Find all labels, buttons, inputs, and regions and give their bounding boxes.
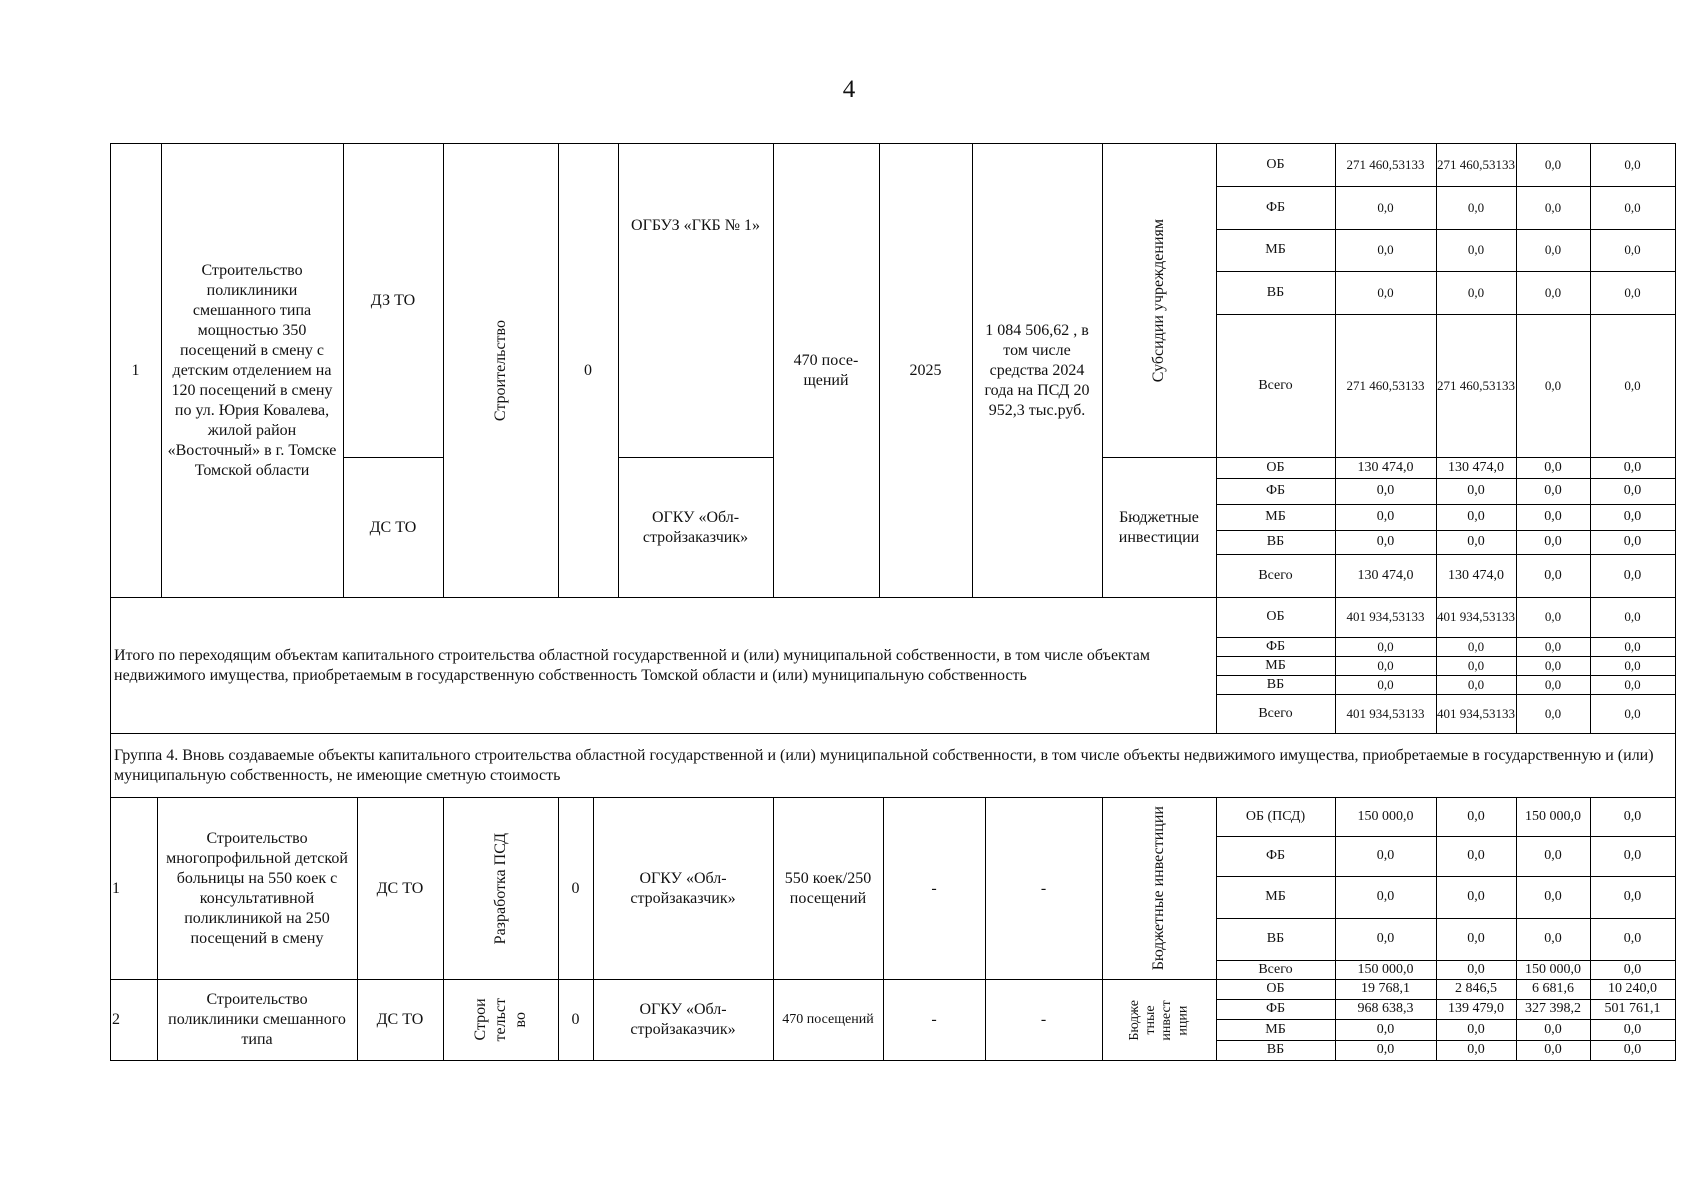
year-cell: - xyxy=(931,1011,937,1028)
fin-value: 0,0 xyxy=(1544,377,1562,393)
table-rule-v xyxy=(879,143,880,598)
fin-value: 0,0 xyxy=(1624,199,1641,215)
fin-value: 501 761,1 xyxy=(1604,1001,1661,1017)
fin-value: 271 460,53133 xyxy=(1437,156,1515,172)
fin-value: 0,0 xyxy=(1376,509,1395,525)
fin-value: 10 240,0 xyxy=(1608,981,1657,997)
zero-cell: 0 xyxy=(571,1011,580,1028)
fin-value: 0,0 xyxy=(1544,156,1562,172)
page-number: 4 xyxy=(842,76,856,103)
fin-value: 0,0 xyxy=(1544,609,1562,625)
fin-value: 271 460,53133 xyxy=(1437,377,1515,393)
table-rule-v xyxy=(883,797,884,1061)
fin-value: 0,0 xyxy=(1623,961,1642,977)
fin-value: 0,0 xyxy=(1467,889,1485,905)
fin-source-label: Всего xyxy=(1258,377,1293,393)
fin-value: 0,0 xyxy=(1544,509,1562,525)
fin-value: 0,0 xyxy=(1467,483,1485,499)
table-rule-v xyxy=(773,143,774,598)
fin-value: 0,0 xyxy=(1623,931,1642,947)
row-number: 1 xyxy=(112,879,120,897)
work-type-cell-text: Разработка ПСД xyxy=(491,832,509,945)
table-rule-v xyxy=(593,797,594,1061)
executor-cell: ОГКУ «Обл-стройзаказчик» xyxy=(630,869,736,907)
fin-value: 0,0 xyxy=(1467,242,1485,258)
financing-form-cell-text: Бюдже тные инвест иции xyxy=(1126,999,1191,1041)
capacity-cell: 470 посе-щений xyxy=(793,351,859,389)
fin-value: 401 934,53133 xyxy=(1437,609,1515,625)
fin-value: 0,0 xyxy=(1467,931,1485,947)
work-type-cell xyxy=(446,144,555,597)
fin-source-label: ФБ xyxy=(1265,848,1286,864)
fin-source-label: МБ xyxy=(1265,657,1286,673)
capacity-cell: 550 коек/250 посещений xyxy=(784,869,872,907)
fin-source-label: МБ xyxy=(1265,889,1286,905)
cost-cell: 1 084 506,62 , в том числе средства 2024 года на ПСД 20 952,3 тыс.руб. xyxy=(984,321,1090,419)
fin-value: 0,0 xyxy=(1623,459,1642,475)
row-number: 1 xyxy=(131,361,140,379)
fin-value: 0,0 xyxy=(1544,459,1562,475)
fin-value: 0,0 xyxy=(1544,1042,1562,1058)
fin-source-label: Всего xyxy=(1258,705,1293,721)
fin-value: 0,0 xyxy=(1624,657,1641,673)
fin-value: 130 474,0 xyxy=(1448,459,1504,475)
financing-form-cell xyxy=(1105,144,1213,457)
fin-value: 130 474,0 xyxy=(1357,459,1414,475)
fin-source-label: ВБ xyxy=(1266,676,1285,692)
fin-value: 0,0 xyxy=(1623,808,1642,824)
fin-value: 0,0 xyxy=(1624,377,1641,393)
fin-source-label: МБ xyxy=(1265,509,1286,525)
zero-cell: 0 xyxy=(584,361,592,379)
fin-value: 0,0 xyxy=(1467,808,1485,824)
fin-value: 0,0 xyxy=(1544,848,1562,864)
fin-source-label: МБ xyxy=(1265,1021,1286,1037)
fin-value: 139 479,0 xyxy=(1448,1001,1504,1017)
fin-value: 0,0 xyxy=(1624,156,1641,172)
customer-cell: ДС ТО xyxy=(369,518,417,536)
fin-value: 401 934,53133 xyxy=(1437,705,1515,721)
year-cell: 2025 xyxy=(909,361,942,379)
table-rule-v xyxy=(110,597,111,734)
fin-value: 0,0 xyxy=(1623,567,1642,583)
fin-source-label: ВБ xyxy=(1266,534,1285,550)
fin-value: 0,0 xyxy=(1467,509,1485,525)
work-type-cell xyxy=(446,980,555,1060)
fin-source-label: ВБ xyxy=(1266,931,1285,947)
fin-source-label: ВБ xyxy=(1266,1042,1285,1058)
fin-value: 968 638,3 xyxy=(1357,1001,1414,1017)
fin-value: 271 460,53133 xyxy=(1346,156,1425,172)
executor-cell: ОГКУ «Обл-стройзаказчик» xyxy=(630,1001,736,1038)
fin-value: 0,0 xyxy=(1376,931,1395,947)
table-rule-v xyxy=(357,797,358,1061)
cost-cell: - xyxy=(1040,879,1047,897)
table-rule-v xyxy=(972,143,973,598)
row-number: 2 xyxy=(112,1011,120,1028)
fin-value: 0,0 xyxy=(1623,509,1642,525)
table-rule-v xyxy=(558,143,559,598)
group-heading: Группа 4. Вновь создаваемые объекты капитального строительства областной государственной и (или) муниципальной собственности, в том числе объекты недвижимого имущества, приобретаемые в государственную и (или) муниципальную собственность, не имеющие сметную стоимость xyxy=(114,746,1654,784)
fin-source-label: МБ xyxy=(1265,242,1286,258)
fin-value: 0,0 xyxy=(1544,483,1562,499)
fin-value: 0,0 xyxy=(1376,483,1395,499)
fin-value: 0,0 xyxy=(1467,676,1485,692)
fin-value: 0,0 xyxy=(1467,1042,1485,1058)
fin-value: 271 460,53133 xyxy=(1346,377,1425,393)
fin-value: 6 681,6 xyxy=(1532,981,1574,997)
object-name: Строительство многопрофильной детской больницы на 550 коек с консультативной поликлиникой на 250 посещений в смену xyxy=(166,829,348,947)
customer-cell: ДС ТО xyxy=(376,1011,424,1028)
fin-source-label: ОБ (ПСД) xyxy=(1245,808,1306,824)
fin-value: 0,0 xyxy=(1377,676,1394,692)
fin-source-label: ФБ xyxy=(1265,1001,1286,1017)
fin-value: 0,0 xyxy=(1467,199,1485,215)
fin-source-label: ОБ xyxy=(1266,981,1285,997)
fin-value: 0,0 xyxy=(1624,284,1641,300)
fin-value: 150 000,0 xyxy=(1357,961,1414,977)
financing-form-cell xyxy=(1105,980,1213,1060)
fin-source-label: ФБ xyxy=(1265,638,1286,654)
fin-value: 150 000,0 xyxy=(1525,961,1581,977)
fin-source-label: ОБ xyxy=(1266,459,1285,475)
fin-value: 0,0 xyxy=(1624,609,1641,625)
fin-value: 0,0 xyxy=(1623,483,1642,499)
fin-value: 0,0 xyxy=(1467,534,1485,550)
table-rule-v xyxy=(161,143,162,598)
fin-value: 0,0 xyxy=(1544,242,1562,258)
fin-value: 0,0 xyxy=(1377,199,1394,215)
fin-value: 0,0 xyxy=(1377,284,1394,300)
fin-source-label: Всего xyxy=(1258,961,1293,977)
fin-value: 0,0 xyxy=(1544,705,1562,721)
fin-value: 0,0 xyxy=(1624,676,1641,692)
fin-value: 0,0 xyxy=(1377,638,1394,654)
work-type-cell-text: Строи тельст во xyxy=(471,998,529,1042)
customer-cell: ДС ТО xyxy=(376,879,424,897)
fin-value: 0,0 xyxy=(1544,534,1562,550)
fin-value: 0,0 xyxy=(1544,657,1562,673)
fin-value: 401 934,53133 xyxy=(1346,609,1425,625)
fin-value: 0,0 xyxy=(1544,284,1562,300)
fin-value: 0,0 xyxy=(1376,1021,1395,1037)
fin-value: 0,0 xyxy=(1467,638,1485,654)
fin-source-label: ФБ xyxy=(1265,483,1286,499)
fin-value: 0,0 xyxy=(1376,889,1395,905)
total-label: Итого по переходящим объектам капитального строительства областной государственной и (или) муниципальной собственности, в том числе объектам недвижимого имущества, приобретаемым в государственную собственность Томской области и (или) муниципальную собственность xyxy=(114,646,1151,684)
fin-value: 150 000,0 xyxy=(1525,808,1581,824)
table-rule-v xyxy=(773,797,774,1061)
fin-value: 0,0 xyxy=(1544,889,1562,905)
capacity-cell: 470 посещений xyxy=(782,1011,874,1027)
customer-cell: ДЗ ТО xyxy=(370,291,416,309)
fin-value: 0,0 xyxy=(1376,1042,1395,1058)
fin-value: 0,0 xyxy=(1624,242,1641,258)
cost-cell: - xyxy=(1040,1011,1047,1028)
table-rule-v xyxy=(157,797,158,1061)
year-cell: - xyxy=(931,879,937,897)
fin-value: 2 846,5 xyxy=(1455,981,1497,997)
table-rule-v xyxy=(110,797,111,1061)
fin-value: 0,0 xyxy=(1376,534,1395,550)
work-type-cell-text: Строительство xyxy=(491,319,509,422)
fin-source-label: Всего xyxy=(1258,567,1293,583)
executor-cell: ОГБУЗ «ГКБ № 1» xyxy=(631,216,760,234)
fin-value: 0,0 xyxy=(1467,848,1485,864)
fin-value: 327 398,2 xyxy=(1525,1001,1581,1017)
table-rule-h xyxy=(110,1060,1676,1061)
table-rule-v xyxy=(558,797,559,1061)
table-rule-v xyxy=(618,143,619,598)
fin-source-label: ОБ xyxy=(1266,156,1285,172)
fin-value: 0,0 xyxy=(1623,1042,1642,1058)
fin-value: 0,0 xyxy=(1467,657,1485,673)
fin-value: 0,0 xyxy=(1467,1021,1485,1037)
fin-value: 0,0 xyxy=(1377,657,1394,673)
table-rule-v xyxy=(343,143,344,598)
fin-value: 0,0 xyxy=(1623,534,1642,550)
financing-form-cell: Бюджетные инвестиции xyxy=(1118,508,1200,546)
table-rule-v xyxy=(985,797,986,1061)
fin-value: 0,0 xyxy=(1624,705,1641,721)
fin-value: 0,0 xyxy=(1467,961,1485,977)
fin-value: 0,0 xyxy=(1544,1021,1562,1037)
fin-value: 0,0 xyxy=(1623,848,1642,864)
fin-source-label: ФБ xyxy=(1265,199,1286,215)
fin-source-label: ОБ xyxy=(1266,609,1285,625)
object-name: Строительство поликлиники смешанного типа xyxy=(168,991,346,1048)
fin-value: 0,0 xyxy=(1623,889,1642,905)
fin-value: 0,0 xyxy=(1544,676,1562,692)
object-name: Строительство поликлиники смешанного типа мощностью 350 посещений в смену с детским отделением на 120 посещений в смену по ул. Юрия Ковалева, жилой район «Восточный» в г. Томске Томской области xyxy=(167,261,337,479)
fin-value: 0,0 xyxy=(1623,1021,1642,1037)
table-rule-v xyxy=(1102,143,1103,598)
financing-form-cell-text: Субсидии учреждениям xyxy=(1150,218,1167,383)
fin-source-label: ВБ xyxy=(1266,284,1285,300)
work-type-cell xyxy=(446,798,555,979)
table-rule-v xyxy=(110,143,111,598)
fin-value: 19 768,1 xyxy=(1361,981,1410,997)
table-rule-v xyxy=(1102,797,1103,1061)
fin-value: 0,0 xyxy=(1467,284,1485,300)
fin-value: 0,0 xyxy=(1376,848,1395,864)
fin-value: 0,0 xyxy=(1624,638,1641,654)
fin-value: 130 474,0 xyxy=(1357,567,1414,583)
fin-value: 401 934,53133 xyxy=(1346,705,1425,721)
fin-value: 150 000,0 xyxy=(1357,808,1414,824)
fin-value: 0,0 xyxy=(1544,567,1562,583)
fin-value: 0,0 xyxy=(1377,242,1394,258)
financing-form-cell-text: Бюджетные инвестиции xyxy=(1150,806,1167,971)
executor-cell: ОГКУ «Обл-стройзаказчик» xyxy=(642,508,749,546)
fin-value: 0,0 xyxy=(1544,931,1562,947)
fin-value: 130 474,0 xyxy=(1448,567,1504,583)
table-rule-v xyxy=(443,143,444,598)
fin-value: 0,0 xyxy=(1544,638,1562,654)
table-rule-v xyxy=(443,797,444,1061)
zero-cell: 0 xyxy=(571,879,580,897)
fin-value: 0,0 xyxy=(1544,199,1562,215)
financing-form-cell xyxy=(1105,798,1213,979)
